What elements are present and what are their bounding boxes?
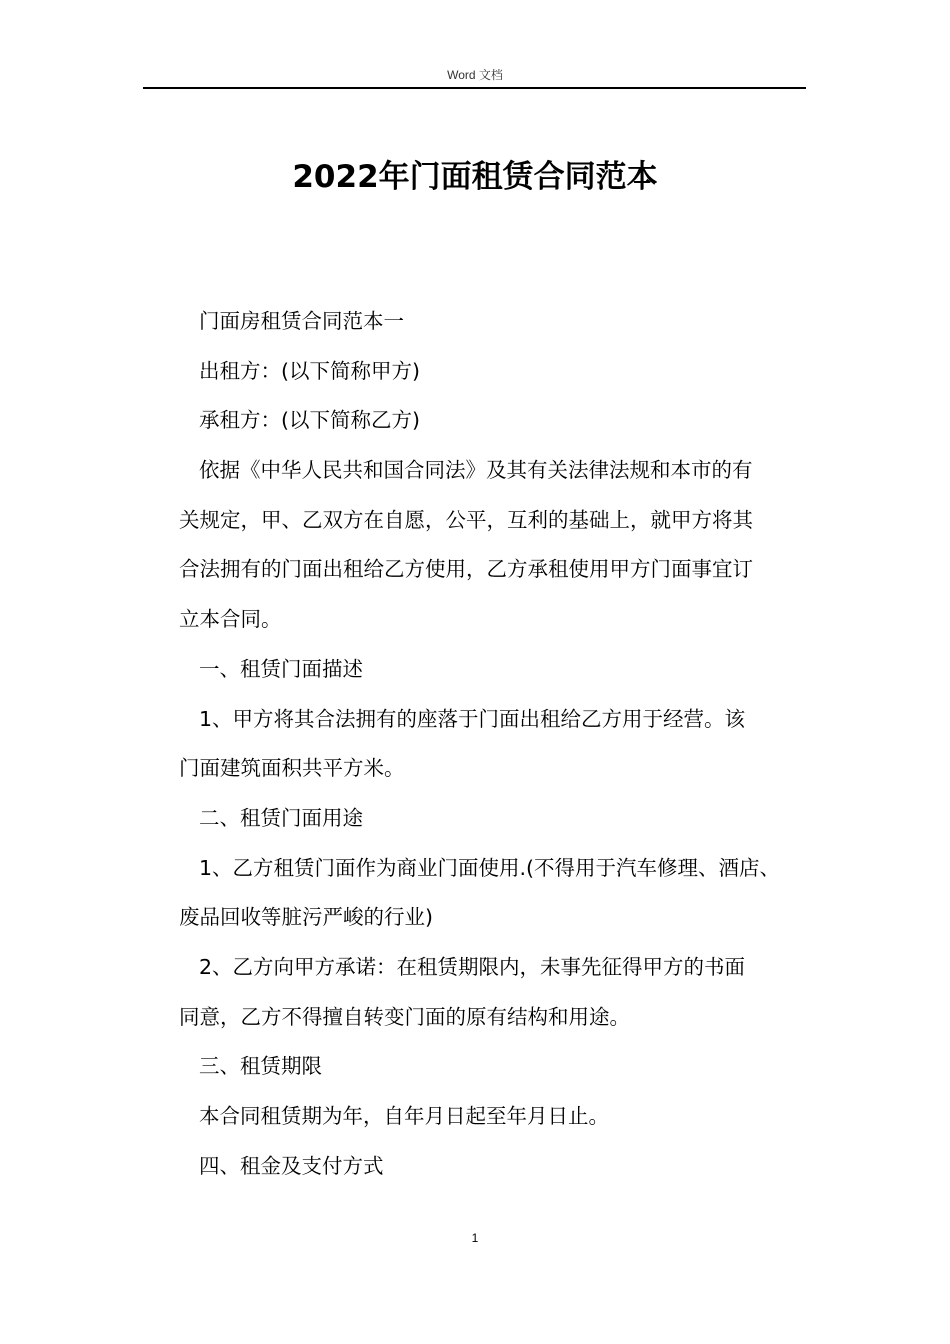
paragraph-line: 2、乙方向甲方承诺：在租赁期限内，未事先征得甲方的书面	[199, 954, 746, 979]
paragraph-line: 出租方：(以下简称甲方)	[199, 358, 420, 383]
paragraph-line: 承租方：(以下简称乙方)	[199, 408, 420, 433]
section-heading: 一、租赁门面描述	[199, 656, 363, 681]
paragraph-line: 同意，乙方不得擅自转变门面的原有结构和用途。	[179, 1004, 630, 1029]
document-header-label: Word 文档	[447, 68, 503, 82]
document-title: 2022年门面租赁合同范本	[292, 159, 658, 195]
paragraph-line: 废品回收等脏污严峻的行业)	[179, 905, 433, 930]
paragraph-line: 本合同租赁期为年，自年月日起至年月日止。	[199, 1104, 609, 1128]
paragraph-line: 依据《中华人民共和国合同法》及其有关法律法规和本市的有	[199, 458, 753, 483]
paragraph-line: 1、甲方将其合法拥有的座落于门面出租给乙方用于经营。该	[199, 706, 746, 731]
paragraph-line: 合法拥有的门面出租给乙方使用，乙方承租使用甲方门面事宜订	[179, 557, 753, 582]
section-heading: 二、租赁门面用途	[199, 805, 363, 830]
section-heading: 四、租金及支付方式	[199, 1153, 384, 1178]
header-divider	[143, 87, 806, 89]
paragraph-line: 立本合同。	[179, 607, 282, 632]
paragraph-line: 门面房租赁合同范本一	[199, 309, 404, 333]
paragraph-line: 门面建筑面积共平方米。	[179, 756, 405, 781]
paragraph-line: 关规定，甲、乙双方在自愿，公平，互利的基础上，就甲方将其	[179, 507, 753, 532]
section-heading: 三、租赁期限	[199, 1054, 322, 1079]
paragraph-line: 1、乙方租赁门面作为商业门面使用.(不得用于汽车修理、酒店、	[199, 855, 781, 880]
document-body	[179, 297, 801, 1191]
page-number: 1	[471, 1231, 479, 1245]
